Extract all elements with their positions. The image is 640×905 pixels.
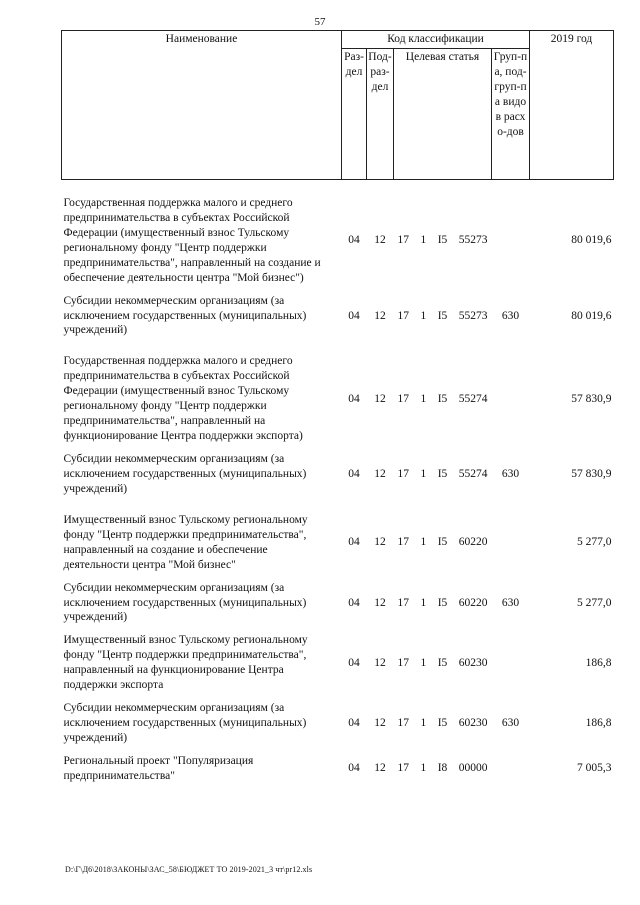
row-group: 630 [501,717,520,730]
cs-project: I8 [437,762,448,775]
cs-direction: 55273 [458,234,488,247]
row-razdel: 04 [348,392,360,405]
row-amount: 186,8 [585,656,612,669]
row-celevaya [394,633,492,693]
row-podrazdel: 12 [374,467,386,480]
row-name: Государственная поддержка малого и среднего предпринимательства в субъектах Российской Федерации (имущественный взнос Тульскому региональному фонду "Центр поддержки предпринимательства", направленный на функционирование Центра поддержки экспорта) [63,355,303,443]
cs-project: I5 [437,309,448,322]
row-name: Субсидии некоммерческим организациям (за исключением государственных (муниципальных) учреждений) [63,702,307,744]
row-name: Субсидии некоммерческим организациям (за исключением государственных (муниципальных) учреждений) [63,453,307,495]
row-spacer [62,746,614,754]
header-classification: Код классификации [342,31,530,49]
table-row [62,754,614,784]
page-number: 57 [314,16,326,28]
cs-direction: 60220 [458,596,488,609]
row-spacer [62,444,614,452]
row-podrazdel: 12 [374,234,386,247]
row-razdel: 04 [348,656,360,669]
row-name: Региональный проект "Популяризация предпринимательства" [63,754,254,782]
cs-subprogram: 1 [420,234,427,247]
cs-direction: 55274 [458,467,488,480]
cs-project: I5 [437,717,448,730]
table-row [62,701,614,746]
row-group: 630 [501,309,520,322]
row-podrazdel: 12 [374,656,386,669]
cs-project: I5 [437,596,448,609]
cs-program: 17 [397,536,409,549]
cs-direction: 55274 [458,392,488,405]
row-amount: 57 830,9 [571,467,612,480]
table-row [62,581,614,626]
row-amount: 186,8 [585,717,612,730]
table-row [62,196,614,286]
cs-project: I5 [437,392,448,405]
table-row [62,294,614,339]
row-group: 630 [501,596,520,609]
cs-project: I5 [437,467,448,480]
cs-program: 17 [397,392,409,405]
row-group: 630 [501,467,520,480]
header-year: 2019 год [530,31,614,180]
row-podrazdel: 12 [374,596,386,609]
row-group [492,633,530,693]
row-name: Субсидии некоммерческим организациям (за исключением государственных (муниципальных) учреждений) [63,294,307,337]
cs-project: I5 [437,536,448,549]
row-spacer [62,573,614,581]
row-celevaya [394,581,492,626]
row-celevaya [394,754,492,784]
cs-subprogram: 1 [420,717,427,730]
cs-program: 17 [397,656,409,669]
row-spacer [62,338,614,354]
cs-program: 17 [397,717,409,730]
cs-program: 17 [397,596,409,609]
row-amount: 7 005,3 [577,762,612,775]
cs-direction: 55273 [458,309,488,322]
row-amount: 57 830,9 [571,392,612,405]
header-celevaya: Целевая статья [394,48,492,179]
row-podrazdel: 12 [374,717,386,730]
cs-program: 17 [397,309,409,322]
cs-subprogram: 1 [420,656,427,669]
row-celevaya [394,294,492,339]
row-amount: 80 019,6 [571,234,612,247]
row-podrazdel: 12 [374,309,386,322]
row-spacer [62,625,614,633]
cs-program: 17 [397,762,409,775]
table-row [62,452,614,497]
row-spacer [62,497,614,513]
cs-direction: 00000 [458,762,488,775]
cs-subprogram: 1 [420,392,427,405]
row-podrazdel: 12 [374,762,386,775]
footer-file-path: D:\Г\Д6\2018\ЗАКОНЫ\ЗАС_58\БЮДЖЕТ ТО 2019-2021_3 чт\pr12.xls [65,865,313,874]
header-name: Наименование [62,31,342,180]
row-razdel: 04 [348,762,360,775]
row-amount: 5 277,0 [577,536,612,549]
row-group [492,354,530,444]
table-body [62,179,614,783]
row-name: Имущественный взнос Тульскому региональному фонду "Центр поддержки предпринимательства", направленный на создание и обеспечение деятельности центра "Мой бизнес" [63,513,308,571]
row-spacer [62,286,614,294]
table-row [62,354,614,444]
row-amount: 5 277,0 [577,596,612,609]
cs-project: I5 [437,234,448,247]
row-razdel: 04 [348,536,360,549]
row-razdel: 04 [348,309,360,322]
cs-project: I5 [437,656,448,669]
row-group [492,754,530,784]
row-razdel: 04 [348,717,360,730]
cs-subprogram: 1 [420,536,427,549]
cs-program: 17 [397,234,409,247]
cs-direction: 60230 [458,717,488,730]
row-celevaya [394,513,492,573]
row-celevaya [394,701,492,746]
row-group [492,513,530,573]
row-group [492,196,530,286]
cs-subprogram: 1 [420,309,427,322]
table-header [62,31,614,180]
row-amount: 80 019,6 [571,309,612,322]
table-row [62,633,614,693]
row-razdel: 04 [348,467,360,480]
table-row [62,513,614,573]
header-razdel: Раз-дел [342,48,367,179]
row-razdel: 04 [348,234,360,247]
cs-direction: 60230 [458,656,488,669]
cs-subprogram: 1 [420,467,427,480]
row-podrazdel: 12 [374,536,386,549]
cs-subprogram: 1 [420,762,427,775]
row-podrazdel: 12 [374,392,386,405]
header-podrazdel: Под-раз-дел [367,48,394,179]
row-celevaya [394,354,492,444]
row-celevaya [394,196,492,286]
row-celevaya [394,452,492,497]
row-name: Имущественный взнос Тульскому региональному фонду "Центр поддержки предпринимательства", направленный на функционирование Центра поддержки экспорта [63,634,308,692]
cs-subprogram: 1 [420,596,427,609]
header-group: Груп-па, под-груп-па видов расхо-дов [492,48,530,179]
cs-program: 17 [397,467,409,480]
row-name: Субсидии некоммерческим организациям (за исключением государственных (муниципальных) учреждений) [63,581,307,624]
row-name: Государственная поддержка малого и среднего предпринимательства в субъектах Российской Федерации (имущественный взнос Тульскому региональному фонду "Центр поддержки предпринимательства", направленный на создание и обеспечение деятельности центра "Мой бизнес") [63,196,321,284]
cs-direction: 60220 [458,536,488,549]
budget-table [61,30,614,784]
row-razdel: 04 [348,596,360,609]
row-spacer [62,693,614,701]
